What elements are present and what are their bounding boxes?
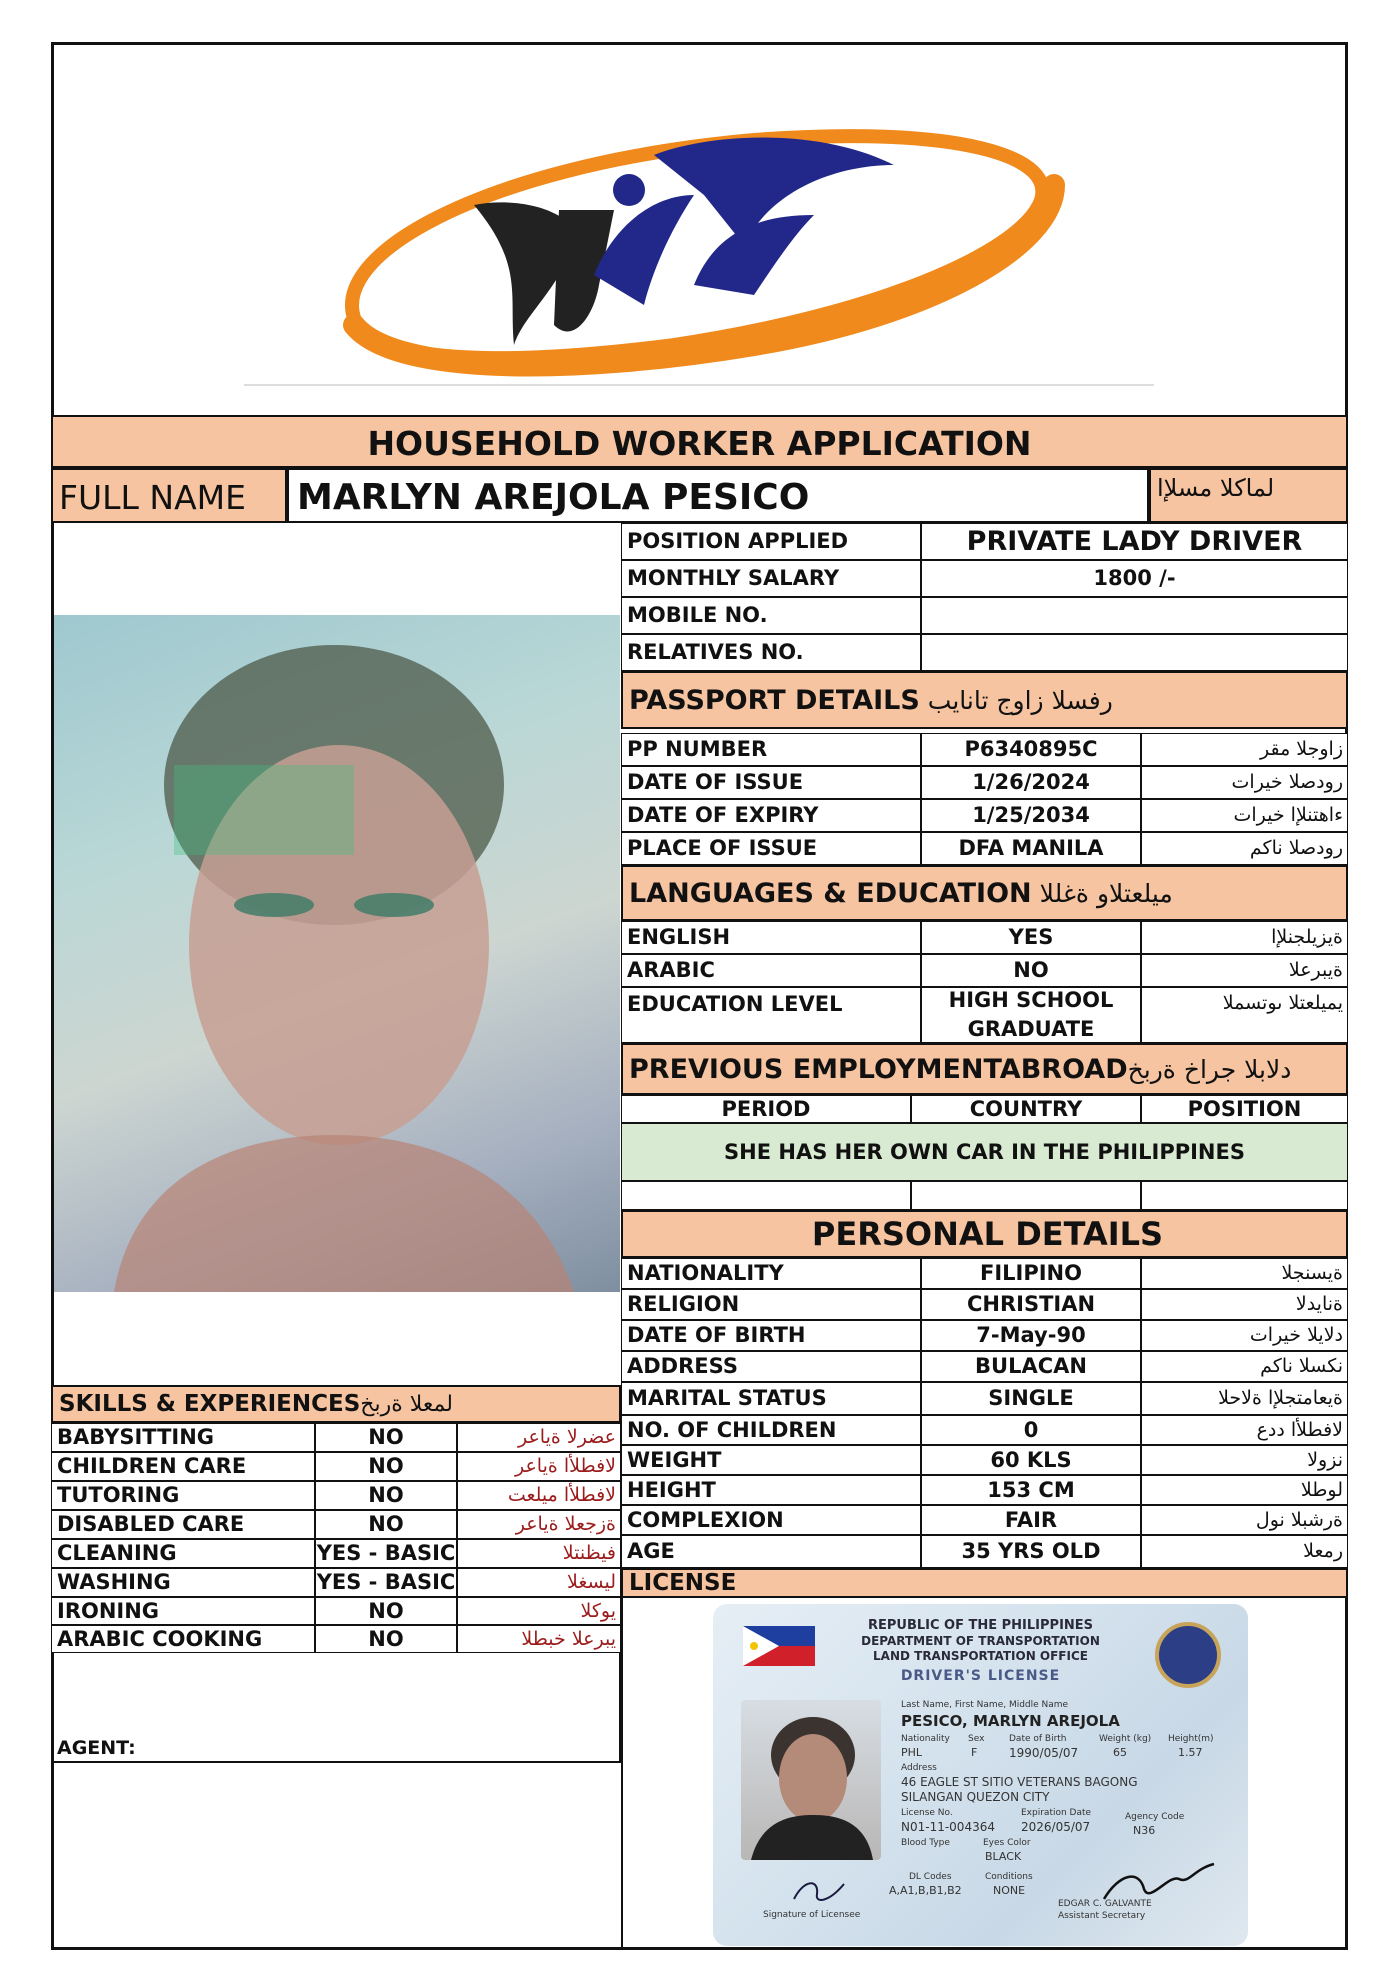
pp-number-label: PP NUMBER xyxy=(621,733,921,766)
skill-arabic: ةزجعلا ةياعر xyxy=(457,1510,621,1539)
personal-label: ADDRESS xyxy=(621,1351,921,1382)
skill-value: NO xyxy=(315,1452,457,1481)
license-no-label: License No. xyxy=(901,1808,953,1818)
mobile-label: MOBILE NO. xyxy=(621,597,921,634)
employment-empty-period xyxy=(621,1181,911,1210)
education-value-line2: GRADUATE xyxy=(967,1017,1095,1041)
skill-label: TUTORING xyxy=(51,1481,315,1510)
languages-title: LANGUAGES & EDUCATION xyxy=(629,877,1032,909)
place-issue-arabic: رودصلا ناكم xyxy=(1141,832,1348,865)
personal-arabic: ةيعامتجلإا ةلاحلا xyxy=(1141,1382,1348,1415)
license-addr-2: SILANGAN QUEZON CITY xyxy=(901,1790,1050,1804)
license-eyes-label: Eyes Color xyxy=(983,1838,1031,1848)
skill-value: NO xyxy=(315,1597,457,1625)
license-header-1: REPUBLIC OF THE PHILIPPINES xyxy=(867,1618,1094,1633)
license-cond: NONE xyxy=(993,1884,1026,1897)
license-name: PESICO, MARLYN AREJOLA xyxy=(901,1712,1120,1730)
employment-note: SHE HAS HER OWN CAR IN THE PHILIPPINES xyxy=(621,1123,1348,1181)
issue-date-value: 1/26/2024 xyxy=(921,766,1141,799)
skill-value: YES - BASIC xyxy=(315,1539,457,1568)
license-header-2: DEPARTMENT OF TRANSPORTATION xyxy=(861,1634,1100,1648)
languages-arabic: ميلعتلاو ةغللا xyxy=(1039,878,1173,908)
drivers-license-card xyxy=(713,1604,1248,1946)
personal-value: 35 YRS OLD xyxy=(921,1535,1141,1568)
skill-arabic: لافطلأا ةياعر xyxy=(457,1452,621,1481)
personal-value: 0 xyxy=(921,1415,1141,1445)
license-agency-label: Agency Code xyxy=(1125,1812,1185,1822)
mobile-value xyxy=(921,597,1348,634)
personal-value: 7-May-90 xyxy=(921,1320,1141,1351)
license-dl: A,A1,B,B1,B2 xyxy=(889,1884,962,1897)
full-name-label: FULL NAME xyxy=(51,468,287,523)
english-label: ENGLISH xyxy=(621,921,921,954)
license-blood-label: Blood Type xyxy=(901,1838,950,1848)
skill-value: NO xyxy=(315,1423,457,1452)
license-sex: F xyxy=(971,1746,978,1759)
license-height: 1.57 xyxy=(1178,1746,1203,1759)
relatives-value xyxy=(921,634,1348,671)
personal-value: 153 CM xyxy=(921,1475,1141,1505)
skill-value: NO xyxy=(315,1510,457,1539)
full-name-value: MARLYN AREJOLA PESICO xyxy=(287,468,1149,523)
license-height-label: Height(m) xyxy=(1168,1734,1214,1744)
license-eyes: BLACK xyxy=(985,1850,1022,1863)
skill-label: ARABIC COOKING xyxy=(51,1625,315,1653)
issue-date-label: DATE OF ISSUE xyxy=(621,766,921,799)
license-name-label: Last Name, First Name, Middle Name xyxy=(901,1700,1069,1710)
skill-value: YES - BASIC xyxy=(315,1568,457,1597)
skill-label: CLEANING xyxy=(51,1539,315,1568)
skill-label: CHILDREN CARE xyxy=(51,1452,315,1481)
license-addr-label: Address xyxy=(901,1763,937,1773)
personal-header: PERSONAL DETAILS xyxy=(621,1210,1348,1258)
applicant-photo xyxy=(54,615,620,1292)
personal-value: FILIPINO xyxy=(921,1258,1141,1289)
personal-label: COMPLEXION xyxy=(621,1505,921,1535)
salary-label: MONTHLY SALARY xyxy=(621,560,921,597)
skills-header xyxy=(51,1385,621,1423)
employment-empty-position xyxy=(1141,1181,1348,1210)
arabic-label: ARABIC xyxy=(621,954,921,987)
license-sex-label: Sex xyxy=(968,1734,985,1744)
personal-arabic: لافطلأا ددع xyxy=(1141,1415,1348,1445)
personal-arabic: ةرشبلا نول xyxy=(1141,1505,1348,1535)
skill-arabic: ليسغلا xyxy=(457,1568,621,1597)
license-type: DRIVER'S LICENSE xyxy=(900,1668,1061,1684)
skill-label: BABYSITTING xyxy=(51,1423,315,1452)
license-agency: N36 xyxy=(1133,1824,1156,1837)
license-photo xyxy=(741,1700,881,1860)
employment-arabic: دلابلا جراخ ةربخ xyxy=(1127,1054,1292,1084)
education-value xyxy=(921,987,1141,1043)
license-dob-label: Date of Birth xyxy=(1009,1734,1067,1744)
employment-col-country: COUNTRY xyxy=(911,1095,1141,1123)
license-no: N01-11-004364 xyxy=(901,1820,995,1834)
place-issue-label: PLACE OF ISSUE xyxy=(621,832,921,865)
expiry-date-arabic: ءاهتنلإا خيرات xyxy=(1141,799,1348,832)
license-official: EDGAR C. GALVANTE xyxy=(1058,1899,1152,1909)
english-arabic: ةيزيلجنلإا xyxy=(1141,921,1348,954)
skill-arabic: يبرعلا خبطلا xyxy=(457,1625,621,1653)
passport-header xyxy=(621,671,1348,729)
license-dob: 1990/05/07 xyxy=(1009,1746,1079,1760)
license-dl-label: DL Codes xyxy=(909,1872,952,1882)
pp-number-value: P6340895C xyxy=(921,733,1141,766)
skill-arabic: فيظنتلا xyxy=(457,1539,621,1568)
personal-arabic: رمعلا xyxy=(1141,1535,1348,1568)
personal-arabic: ةيسنجلا xyxy=(1141,1258,1348,1289)
skill-label: IRONING xyxy=(51,1597,315,1625)
position-value: PRIVATE LADY DRIVER xyxy=(921,523,1348,560)
personal-arabic: نزولا xyxy=(1141,1445,1348,1475)
skill-label: WASHING xyxy=(51,1568,315,1597)
agency-logo xyxy=(54,45,1345,415)
english-value: YES xyxy=(921,921,1141,954)
license-official-title: Assistant Secretary xyxy=(1058,1911,1146,1921)
skills-title: SKILLS & EXPERIENCES xyxy=(59,1391,361,1417)
employment-col-period: PERIOD xyxy=(621,1095,911,1123)
personal-arabic: نكسلا ناكم xyxy=(1141,1351,1348,1382)
education-label: EDUCATION LEVEL xyxy=(621,987,921,1043)
personal-label: DATE OF BIRTH xyxy=(621,1320,921,1351)
personal-value: CHRISTIAN xyxy=(921,1289,1141,1320)
agent-label: AGENT: xyxy=(57,1737,136,1759)
issue-date-arabic: رودصلا خيرات xyxy=(1141,766,1348,799)
employment-title: PREVIOUS EMPLOYMENTABROAD xyxy=(629,1053,1128,1085)
pp-number-arabic: زاوجلا مقر xyxy=(1141,733,1348,766)
personal-label: AGE xyxy=(621,1535,921,1568)
skill-value: NO xyxy=(315,1481,457,1510)
place-issue-value: DFA MANILA xyxy=(921,832,1141,865)
license-exp-label: Expiration Date xyxy=(1021,1808,1092,1818)
skill-value: NO xyxy=(315,1625,457,1653)
employment-col-position: POSITION xyxy=(1141,1095,1348,1123)
skill-arabic: عضرلا ةياعر xyxy=(457,1423,621,1452)
personal-label: HEIGHT xyxy=(621,1475,921,1505)
employment-header xyxy=(621,1043,1348,1095)
personal-value: SINGLE xyxy=(921,1382,1141,1415)
salary-value: 1800 /- xyxy=(921,560,1348,597)
skills-arabic: لمعلا ةربخ xyxy=(360,1391,453,1417)
licensee-signature-icon xyxy=(789,1874,849,1908)
personal-value: BULACAN xyxy=(921,1351,1141,1382)
skill-arabic: يوكلا xyxy=(457,1597,621,1625)
relatives-label: RELATIVES NO. xyxy=(621,634,921,671)
personal-label: RELIGION xyxy=(621,1289,921,1320)
license-header: LICENSE xyxy=(621,1568,1348,1598)
education-value-line1: HIGH SCHOOL xyxy=(948,988,1114,1012)
license-weight-label: Weight (kg) xyxy=(1099,1734,1152,1744)
license-nat-label: Nationality xyxy=(901,1734,950,1744)
passport-title: PASSPORT DETAILS xyxy=(629,684,920,716)
license-sig-label: Signature of Licensee xyxy=(763,1910,861,1920)
arabic-arabic: ةيبرعلا xyxy=(1141,954,1348,987)
personal-arabic: دلايلا خيرات xyxy=(1141,1320,1348,1351)
employment-empty-country xyxy=(911,1181,1141,1210)
personal-label: NO. OF CHILDREN xyxy=(621,1415,921,1445)
license-addr-1: 46 EAGLE ST SITIO VETERANS BAGONG xyxy=(901,1775,1138,1789)
expiry-date-value: 1/25/2034 xyxy=(921,799,1141,832)
languages-header xyxy=(621,865,1348,921)
personal-label: NATIONALITY xyxy=(621,1258,921,1289)
passport-arabic: رفسلا زاوج تانايب xyxy=(927,685,1113,715)
personal-label: MARITAL STATUS xyxy=(621,1382,921,1415)
license-cond-label: Conditions xyxy=(985,1872,1033,1882)
arabic-value: NO xyxy=(921,954,1141,987)
expiry-date-label: DATE OF EXPIRY xyxy=(621,799,921,832)
personal-value: 60 KLS xyxy=(921,1445,1141,1475)
agent-box xyxy=(51,1653,621,1763)
skill-arabic: لافطلأا ميلعت xyxy=(457,1481,621,1510)
license-nat: PHL xyxy=(901,1746,923,1759)
personal-label: WEIGHT xyxy=(621,1445,921,1475)
license-header-3: LAND TRANSPORTATION OFFICE xyxy=(873,1649,1088,1663)
personal-arabic: ةنايدلا xyxy=(1141,1289,1348,1320)
personal-arabic: لوطلا xyxy=(1141,1475,1348,1505)
full-name-arabic: لماكلا مسلإا xyxy=(1149,468,1348,523)
position-label: POSITION APPLIED xyxy=(621,523,921,560)
license-exp: 2026/05/07 xyxy=(1021,1820,1091,1834)
skill-label: DISABLED CARE xyxy=(51,1510,315,1539)
page-title: HOUSEHOLD WORKER APPLICATION xyxy=(51,415,1348,468)
education-arabic: يميلعتلا ىوتسملا xyxy=(1141,987,1348,1043)
license-weight: 65 xyxy=(1113,1746,1127,1759)
personal-value: FAIR xyxy=(921,1505,1141,1535)
